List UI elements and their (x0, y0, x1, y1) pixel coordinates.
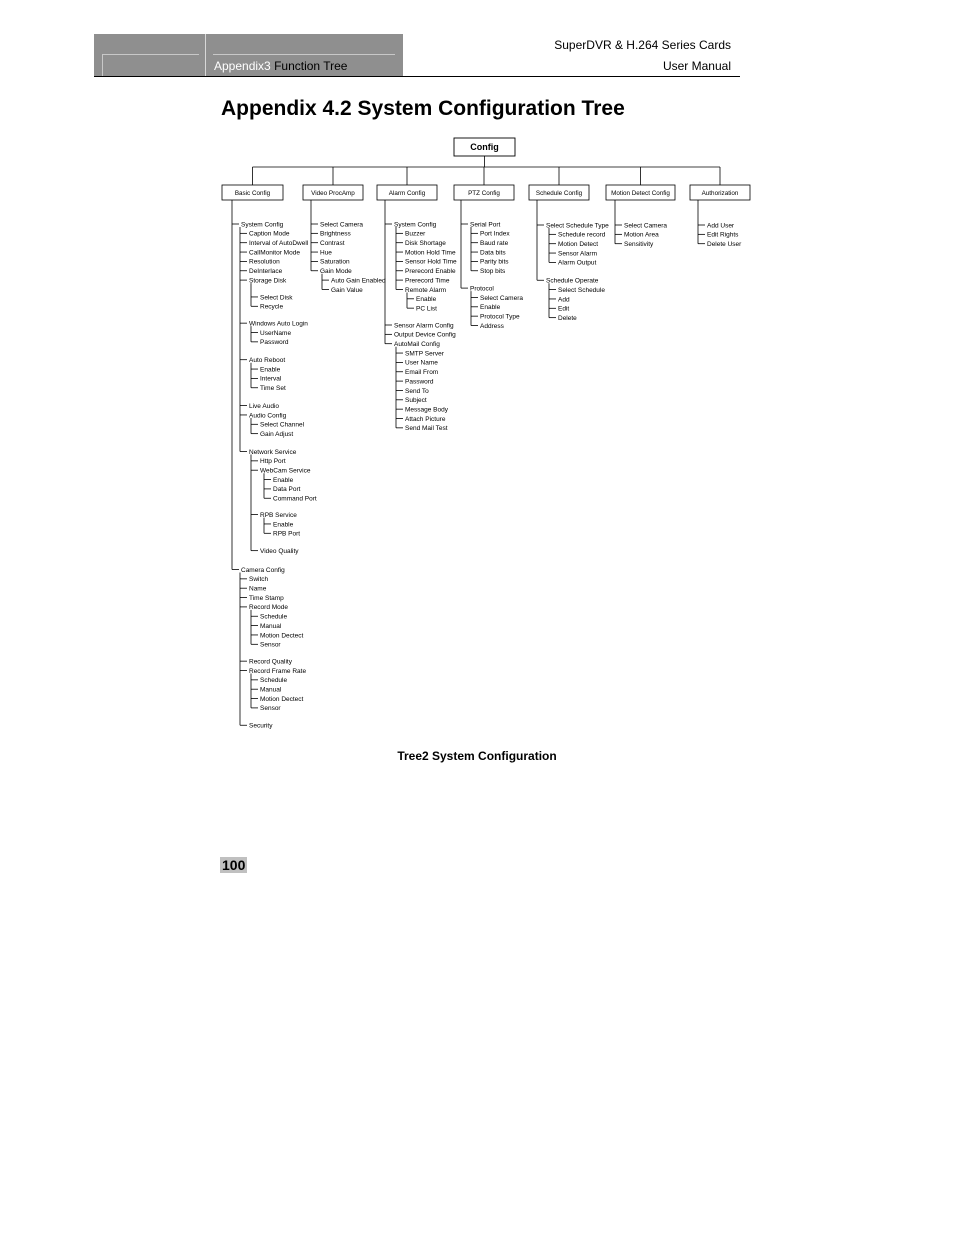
tree-node-label: Subject (405, 397, 427, 405)
tree-node-label: Hue (320, 249, 332, 257)
tree-node-label: Sensor (260, 641, 281, 649)
chapter-prefix: Appendix3 (214, 59, 271, 73)
tree-node-label: Enable (273, 521, 294, 529)
tree-node-label: Select Camera (624, 222, 667, 230)
tree-node-label: Switch (249, 576, 269, 584)
tree-node-label: Select Channel (260, 421, 305, 429)
tree-node-label: Motion Hold Time (405, 249, 456, 257)
page-number: 100 (222, 857, 246, 873)
tree-node-label: Name (249, 585, 267, 593)
tree-node-label: Schedule Operate (546, 277, 599, 285)
page-title: Appendix 4.2 System Configuration Tree (221, 97, 625, 120)
tree-node-label: Port Index (480, 230, 510, 238)
tree-node-label: Time Set (260, 385, 286, 393)
tree-node-label: Gain Value (331, 286, 363, 294)
tree-node-label: PC List (416, 305, 437, 313)
branch-label: Basic Config (234, 190, 271, 197)
tree-node-label: AutoMail Config (394, 341, 440, 348)
tree-node-label: Delete (558, 314, 577, 322)
tree-node-label: Select Schedule Type (546, 222, 609, 230)
tree-node-label: Enable (480, 304, 501, 312)
tree-node-label: Motion Dectect (260, 632, 304, 640)
tree-node-label: Motion Dectect (260, 695, 304, 703)
tree-node-label: Audio Config (249, 412, 287, 420)
tree-node-label: Send To (405, 387, 429, 395)
tree-node-label: Motion Detect (558, 241, 599, 248)
tree-node-label: Edit Rights (707, 231, 739, 239)
tree-node-label: Enable (273, 476, 294, 484)
branch-label: Alarm Config (388, 190, 426, 197)
tree-node-label: WebCam Service (260, 467, 311, 475)
tree-node-label: Sensor Alarm (558, 250, 598, 258)
tree-node-label: Buzzer (405, 230, 426, 238)
tree-node-label: Stop bits (480, 268, 506, 276)
tree-node-label: Gain Mode (320, 268, 352, 276)
branch-label: Schedule Config (535, 190, 583, 197)
tree-node-label: Video Quality (260, 547, 299, 555)
tree-node-label: Recycle (260, 303, 284, 311)
tree-node-label: Attach Picture (405, 415, 446, 423)
root-node-label: Config (470, 142, 499, 152)
tree-node-label: Sensor Hold Time (405, 258, 457, 266)
branch-label: Video ProcAmp (311, 190, 355, 197)
branch-label: Motion Detect Config (611, 190, 670, 197)
tree-node-label: Gain Adjust (260, 430, 294, 438)
tree-node-label: Address (480, 322, 504, 330)
tree-node-label: Disk Shortage (405, 240, 446, 247)
tree-node-label: Motion Area (624, 231, 659, 239)
tree-node-label: Storage Disk (249, 277, 287, 285)
tree-node-label: Password (260, 339, 289, 347)
tree-node-label: Windows Auto Login (249, 320, 308, 328)
tree-node-label: Schedule (260, 613, 288, 621)
tree-node-label: Record Mode (249, 604, 289, 612)
tree-node-label: Message Body (405, 406, 448, 414)
tree-node-label: User Name (405, 359, 438, 367)
tree-node-label: Interval (260, 375, 282, 383)
tree-node-label: Email From (405, 369, 439, 377)
tree-node-label: Resolution (249, 258, 280, 266)
tree-node-label: Remote Alarm (405, 286, 447, 294)
tree-node-label: Output Device Config (394, 331, 456, 339)
tree-node-label: Delete User (707, 241, 742, 248)
tree-node-label: Contrast (320, 240, 345, 247)
tree-node-label: Enable (416, 296, 437, 304)
tree-node-label: Protocol (470, 285, 494, 293)
tree-node-label: SMTP Server (405, 350, 444, 358)
tree-node-label: Sensor Alarm Config (394, 322, 454, 330)
tree-node-label: Interval of AutoDwell (249, 240, 309, 247)
tree-node-label: Select Camera (480, 294, 523, 302)
tree-node-label: Protocol Type (480, 313, 520, 321)
tree-node-label: RPB Port (273, 530, 301, 538)
tree-node-label: Prerecord Enable (405, 268, 456, 276)
tree-node-label: Auto Gain Enabled (331, 277, 386, 285)
branch-label: Authorization (701, 190, 739, 197)
tree-node-label: Record Frame Rate (249, 667, 307, 675)
tree-node-label: Record Quality (249, 658, 292, 666)
tree-node-label: Sensor (260, 705, 281, 713)
tree-node-label: Camera Config (241, 566, 285, 574)
tree-node-label: Edit (558, 305, 570, 313)
tree-node-label: Manual (260, 686, 282, 694)
tree-node-label: Time Stamp (249, 594, 284, 602)
tree-node-label: UserName (260, 329, 292, 337)
tree-node-label: Command Port (273, 495, 317, 503)
header-manual: User Manual (662, 59, 731, 73)
branch-label: PTZ Config (468, 190, 500, 197)
tree-node-label: RPB Service (260, 511, 297, 519)
tree-node-label: Schedule (260, 677, 288, 685)
tree-node-label: Parity bits (480, 258, 509, 266)
tree-node-label: Brightness (320, 230, 351, 238)
tree-node-label: Http Port (260, 458, 286, 466)
header-product: SuperDVR & H.264 Series Cards (554, 38, 731, 52)
tree-node-label: Caption Mode (249, 230, 290, 238)
tree-node-label: Live Audio (249, 402, 279, 410)
tree-node-label: Select Schedule (558, 286, 605, 294)
tree-node-label: Send Mail Test (405, 425, 448, 433)
tree-node-label: Baud rate (480, 240, 509, 247)
tree-node-label: Schedule record (558, 231, 606, 239)
tree-node-label: Select Camera (320, 221, 363, 229)
tree-node-label: Sensitivity (624, 241, 654, 248)
tree-node-label: Enable (260, 366, 281, 374)
tree-node-label: Manual (260, 622, 282, 630)
tree-node-label: DeInterlace (249, 268, 283, 276)
tree-node-label: Data bits (480, 249, 506, 257)
tree-node-label: Serial Port (470, 221, 501, 229)
tree-node-label: Password (405, 378, 434, 386)
tree-node-label: System Config (241, 221, 284, 229)
tree-node-label: System Config (394, 221, 437, 229)
tree-node-label: Prerecord Time (405, 277, 450, 285)
tree-node-label: CallMonitor Mode (249, 249, 300, 257)
tree-node-label: Saturation (320, 258, 350, 266)
tree-node-label: Select Disk (260, 294, 293, 302)
figure-caption: Tree2 System Configuration (397, 749, 557, 763)
tree-node-label: Security (249, 722, 273, 730)
chapter-name: Function Tree (274, 59, 348, 73)
tree-node-label: Auto Reboot (249, 357, 286, 364)
tree-node-label: Add User (707, 222, 735, 230)
tree-node-label: Add (558, 296, 570, 304)
tree-node-label: Data Port (273, 486, 301, 494)
tree-node-label: Alarm Output (558, 259, 597, 267)
tree-node-label: Network Service (249, 448, 297, 456)
